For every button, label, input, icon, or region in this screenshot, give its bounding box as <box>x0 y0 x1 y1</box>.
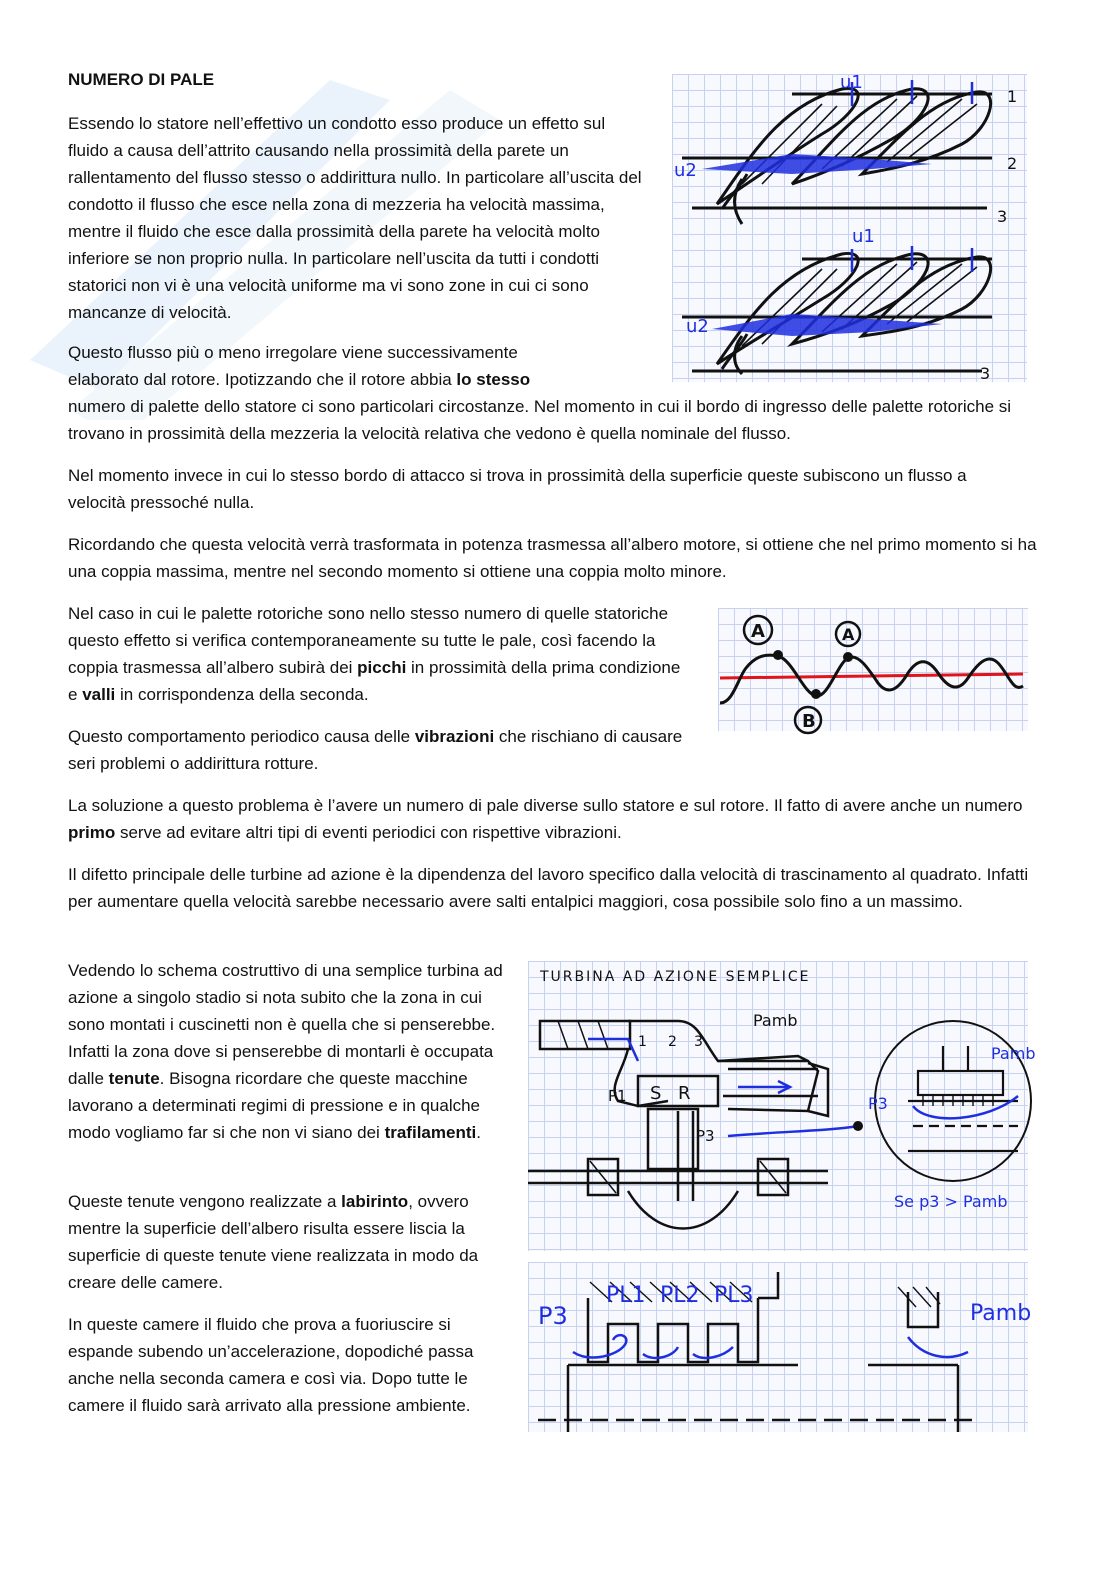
turbine-station-3: 3 <box>694 1034 703 1050</box>
paragraph-10: Queste tenute vengono realizzate a labirinto, ovvero mentre la superficie dell’albero risulta essere liscia la superficie di queste tenute viene realizzata in modo da creare delle camere. <box>68 1192 479 1292</box>
p5-bold-valli: valli <box>82 685 116 704</box>
p2-text: Questo flusso più o meno irregolare viene successivamente elaborato dal rotore. Ipotizzando che il rotore abbia <box>68 343 518 389</box>
turbine-rotor-label: R <box>678 1083 691 1104</box>
turbine-p1-label: P1 <box>608 1087 627 1105</box>
p9-bold-trafilamenti: trafilamenti <box>384 1123 477 1142</box>
turbine-station-1: 1 <box>638 1034 647 1050</box>
section-heading: NUMERO DI PALE <box>68 70 215 89</box>
wave-label-b: B <box>802 711 816 732</box>
blade-u1-label-top: u1 <box>840 72 863 93</box>
wave-label-a2: A <box>842 625 855 644</box>
turbine-stator-label: S <box>650 1083 662 1104</box>
blade-velocity-figure <box>672 74 1027 382</box>
turbine-detail-condition: Se p3 > Pamb <box>894 1192 1008 1211</box>
p6-bold: vibrazioni <box>414 727 495 746</box>
turbine-p3-label: P3 <box>696 1127 715 1145</box>
paragraph-1: Essendo lo statore nell’effettivo un condotto esso produce un effetto sul fluido a causa dell’attrito causando nella prossimità della parete un rallentamento del flusso stesso o addirittura nullo. In particolare all’uscita del condotto il flusso che esce nella zona di mezzeria ha velocità massima, mentre il fluido che esce dalla prossimità della parete ha velocità molto inferiore se non proprio nulla. In particolare nell’uscita da tutti i condotti statorici non vi è una velocità uniforme ma vi sono zone in cui ci sono mancanze di velocità. <box>68 114 642 322</box>
torque-wave-figure <box>718 608 1028 731</box>
turbine-schematic-figure <box>528 961 1036 1251</box>
paragraph-9: Vedendo lo schema costruttivo di una semplice turbina ad azione a singolo stadio si nota subito che la zona in cui sono montati i cuscinetti non è quella che si penserebbe. Infatti la zona dove si penserebbe di montarli è occupata dalle tenute. Bisogna ricordare che queste macchine lavorano a determinati regimi di pressione e in qualche modo vogliamo far si che non vi siano dei trafilamenti. <box>68 961 503 1142</box>
paragraph-5: Nel caso in cui le palette rotoriche sono nello stesso numero di quelle statoriche questo effetto si verifica contemporaneamente su tutte le pale, così facendo la coppia trasmessa all’albero subirà dei picchi in prossimità della prima condizione e valli in corrispondenza della seconda. <box>68 604 681 704</box>
blade-station-3-top: 3 <box>997 207 1008 226</box>
paragraph-3: Nel momento invece in cui lo stesso bordo di attacco si trova in prossimità della superficie queste subiscono un flusso a velocità pressoché nulla. <box>68 466 967 512</box>
seal-pl3-label: PL3 <box>714 1283 754 1308</box>
turbine-pamb-label: Pamb <box>753 1011 798 1030</box>
turbine-detail-pamb: Pamb <box>991 1044 1036 1063</box>
turbine-station-2: 2 <box>668 1034 677 1050</box>
blade-u2-label-bottom: u2 <box>686 316 709 337</box>
turbine-detail-p3: P3 <box>868 1094 888 1113</box>
paragraph-6: Questo comportamento periodico causa delle vibrazioni che rischiano di causare seri problemi o addirittura rotture. <box>68 727 683 773</box>
paragraph-11: In queste camere il fluido che prova a fuoriuscire si espande subendo un’accelerazione, dopodiché passa anche nella seconda camera e così via. Dopo tutte le camere il fluido sarà arrivato alla pressione ambiente. <box>68 1315 474 1415</box>
p9-bold-tenute: tenute <box>108 1069 160 1088</box>
paragraph-4: Ricordando che questa velocità verrà trasformata in potenza trasmessa all’albero motore, si ottiene che nel primo momento si ha una coppia massima, mentre nel secondo momento si ottiene una coppia molto minore. <box>68 535 1037 581</box>
seal-p3-label: P3 <box>538 1302 568 1330</box>
seal-pamb-label: Pamb <box>970 1301 1032 1326</box>
blade-station-3-bottom: 3 <box>980 364 991 383</box>
blade-u1-label-bottom: u1 <box>852 226 875 247</box>
p2-bold: lo stesso <box>456 370 531 389</box>
paragraph-8: Il difetto principale delle turbine ad azione è la dipendenza del lavoro specifico dalla velocità di trascinamento al quadrato. Infatti per aumentare quella velocità sarebbe necessario avere salti entalpici maggiori, cosa possibile solo fino a un massimo. <box>68 865 1029 911</box>
seal-pl2-label: PL2 <box>660 1283 700 1308</box>
p10-bold: labirinto <box>341 1192 409 1211</box>
blade-station-1: 1 <box>1007 87 1018 106</box>
labyrinth-seal-figure <box>528 1262 1032 1432</box>
seal-pl1-label: PL1 <box>606 1283 646 1308</box>
turbine-title: TURBINA AD AZIONE SEMPLICE <box>540 969 811 985</box>
p5-bold-picchi: picchi <box>357 658 407 677</box>
wave-label-a1: A <box>751 621 765 642</box>
p7-bold: primo <box>68 823 116 842</box>
p2-text-tail: numero di palette dello statore ci sono particolari circostanze. Nel momento in cui il bordo di ingresso delle palette rotoriche si trovano in prossimità della mezzeria la velocità relativa che vedono è quella nominale del flusso. <box>68 397 1012 443</box>
blade-station-2: 2 <box>1007 154 1018 173</box>
paragraph-7: La soluzione a questo problema è l’avere un numero di pale diverse sullo statore e sul rotore. Il fatto di avere anche un numero primo serve ad evitare altri tipi di eventi periodici con rispettive vibrazioni. <box>68 796 1023 842</box>
blade-u2-label-top: u2 <box>674 160 697 181</box>
